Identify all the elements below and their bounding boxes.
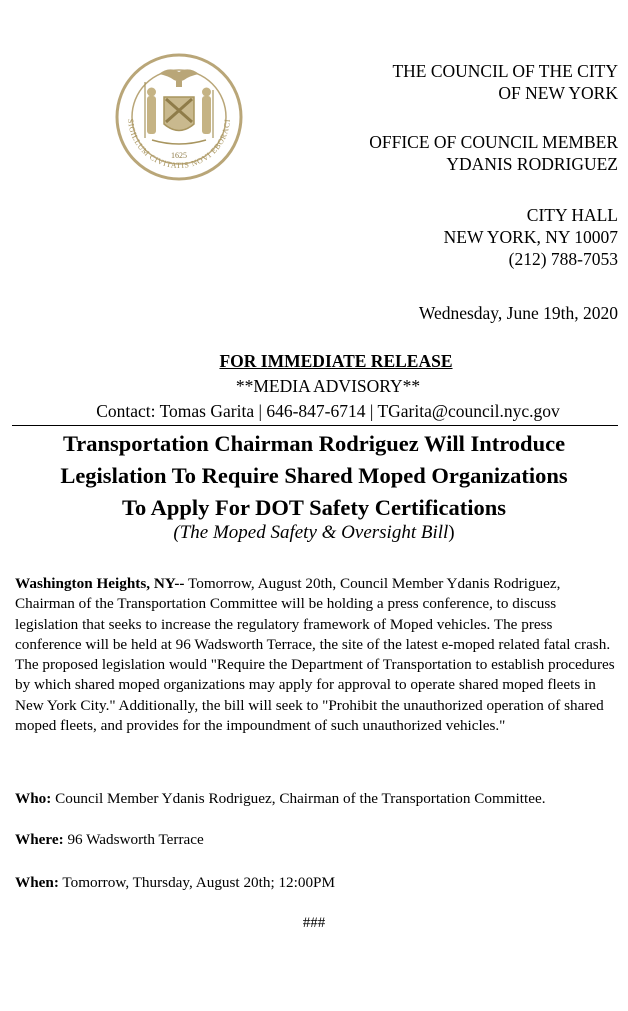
when-label: When: bbox=[15, 874, 59, 891]
subtitle bbox=[0, 522, 628, 544]
where-line bbox=[15, 830, 615, 850]
headline bbox=[0, 428, 628, 524]
contact-line: Contact: Tomas Garita | 646-847-6714 | TGarita@council.nyc.gov bbox=[96, 401, 560, 421]
address-block bbox=[444, 204, 618, 270]
seal-year: 1625 bbox=[171, 151, 187, 160]
address-line-1: CITY HALL bbox=[526, 205, 618, 225]
where-label: Where: bbox=[15, 831, 64, 848]
release-label: FOR IMMEDIATE RELEASE bbox=[219, 351, 453, 371]
who-label: Who: bbox=[15, 790, 52, 807]
council-name-block bbox=[392, 60, 618, 104]
subtitle-italic: (The Moped Safety & Oversight Bill bbox=[173, 522, 449, 543]
council-line-2: OF NEW YORK bbox=[498, 83, 618, 103]
council-line-1: THE COUNCIL OF THE CITY bbox=[392, 61, 618, 81]
body-paragraph bbox=[15, 574, 615, 736]
where-value: 96 Wadsworth Terrace bbox=[63, 831, 204, 848]
headline-line-2: Legislation To Require Shared Moped Organizations bbox=[60, 463, 568, 488]
who-value: Council Member Ydanis Rodriguez, Chairman of the Transportation Committee. bbox=[51, 790, 546, 807]
body-paragraph-text: Tomorrow, August 20th, Council Member Ydanis Rodriguez, Chairman of the Transportation Committee will be holding a press conference, to discuss legislation that seeks to increase the regulatory framework of Moped vehicles. The press conference will be held at 96 Wadsworth Terrace, the site of the latest e-moped related fatal crash. The proposed legislation would "Require the Department of Transportation to establish procedures by which shared moped organizations may apply for approval to operate shared moped fleets in New York City." Additionally, the bill will seek to "Prohibit the unauthorized operation of shared moped fleets, and provides for the impoundment of such unauthorized vehicles." bbox=[15, 575, 615, 735]
seal-motto: SIGILLUM CIVITATIS NOVI EBORACI bbox=[125, 118, 232, 171]
headline-line-3: To Apply For DOT Safety Certifications bbox=[122, 495, 506, 520]
when-value: Tomorrow, Thursday, August 20th; 12:00PM bbox=[58, 874, 336, 891]
when-line bbox=[15, 873, 615, 893]
media-advisory: **MEDIA ADVISORY** bbox=[235, 376, 421, 396]
address-line-2: NEW YORK, NY 10007 bbox=[443, 227, 618, 247]
end-mark: ### bbox=[302, 915, 326, 931]
phone-number: (212) 788-7053 bbox=[508, 249, 618, 269]
headline-line-1: Transportation Chairman Rodriguez Will Introduce bbox=[62, 431, 566, 456]
divider-rule bbox=[12, 425, 618, 426]
city-seal-logo bbox=[114, 52, 244, 182]
subtitle-close: ) bbox=[448, 522, 455, 543]
release-date: Wednesday, June 19th, 2020 bbox=[418, 303, 618, 323]
who-line bbox=[15, 789, 615, 809]
dateline: Washington Heights, NY-- bbox=[15, 575, 185, 592]
office-line-2: YDANIS RODRIGUEZ bbox=[446, 154, 618, 174]
office-block bbox=[369, 131, 618, 175]
office-line-1: OFFICE OF COUNCIL MEMBER bbox=[369, 132, 618, 152]
